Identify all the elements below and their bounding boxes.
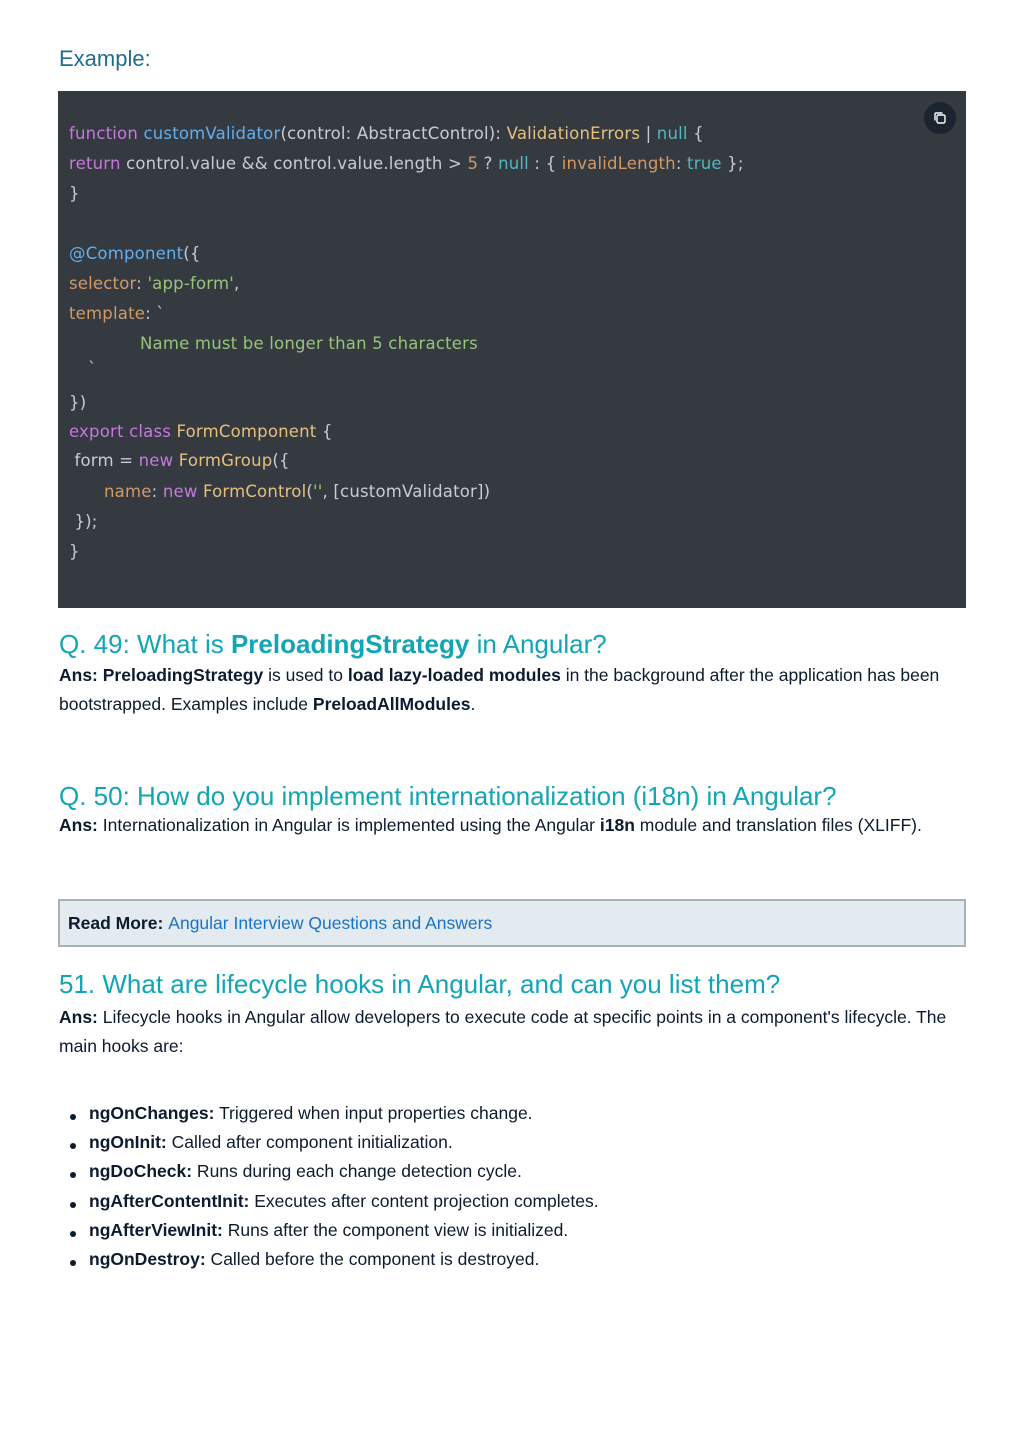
code-line-6: template: ` — [69, 304, 165, 323]
list-item: ngAfterViewInit: Runs after the component view is initialized. — [59, 1216, 599, 1245]
q51-heading: 51. What are lifecycle hooks in Angular, and can you list them? — [59, 969, 781, 999]
list-item: ngOnDestroy: Called before the component is destroyed. — [59, 1245, 599, 1274]
example-label: Example: — [59, 46, 151, 71]
code-line-3: } — [69, 184, 80, 203]
code-line-4: @Component({ — [69, 244, 201, 263]
read-more-box — [58, 899, 966, 947]
list-item: ngOnInit: Called after component initialization. — [59, 1128, 599, 1157]
read-more-link[interactable]: Angular Interview Questions and Answers — [168, 912, 493, 933]
code-line-13: }); — [69, 512, 98, 531]
code-line-2: return control.value && control.value.length > 5 ? null : { invalidLength: true }; — [69, 154, 744, 173]
code-line-5: selector: 'app-form', — [69, 274, 240, 293]
code-line-9: }) — [69, 393, 87, 412]
q49-answer: Ans: PreloadingStrategy is used to load lazy-loaded modules in the background after the application has been bootstrapped. Examples include PreloadAllModules. — [59, 665, 940, 714]
q50-heading: Q. 50: How do you implement internationalization (i18n) in Angular? — [59, 781, 837, 811]
list-item: ngOnChanges: Triggered when input properties change. — [59, 1099, 599, 1128]
q51-answer: Ans: Lifecycle hooks in Angular allow developers to execute code at specific points in a component's lifecycle. The main hooks are: — [59, 1007, 947, 1056]
code-line-10: export class FormComponent { — [69, 422, 333, 441]
read-more-label: Read More: — [68, 912, 164, 933]
copy-code-button[interactable] — [924, 102, 956, 134]
lifecycle-hooks-list — [59, 1099, 599, 1274]
code-line-14: } — [69, 542, 80, 561]
code-line-7: Name must be longer than 5 characters — [140, 334, 478, 353]
code-line-12: name: new FormControl('', [customValidator]) — [104, 482, 491, 501]
copy-icon — [932, 110, 948, 126]
code-line-1: function customValidator(control: AbstractControl): ValidationErrors | null { — [69, 124, 704, 143]
list-item: ngDoCheck: Runs during each change detection cycle. — [59, 1157, 599, 1186]
list-item: ngAfterContentInit: Executes after content projection completes. — [59, 1187, 599, 1216]
code-line-11: form = new FormGroup({ — [69, 451, 290, 470]
code-block[interactable] — [58, 91, 966, 608]
q50-answer: Ans: Internationalization in Angular is implemented using the Angular i18n module and translation files (XLIFF). — [59, 815, 922, 835]
q49-heading: Q. 49: What is PreloadingStrategy in Angular? — [59, 629, 607, 659]
code-line-8: ` — [88, 359, 97, 378]
